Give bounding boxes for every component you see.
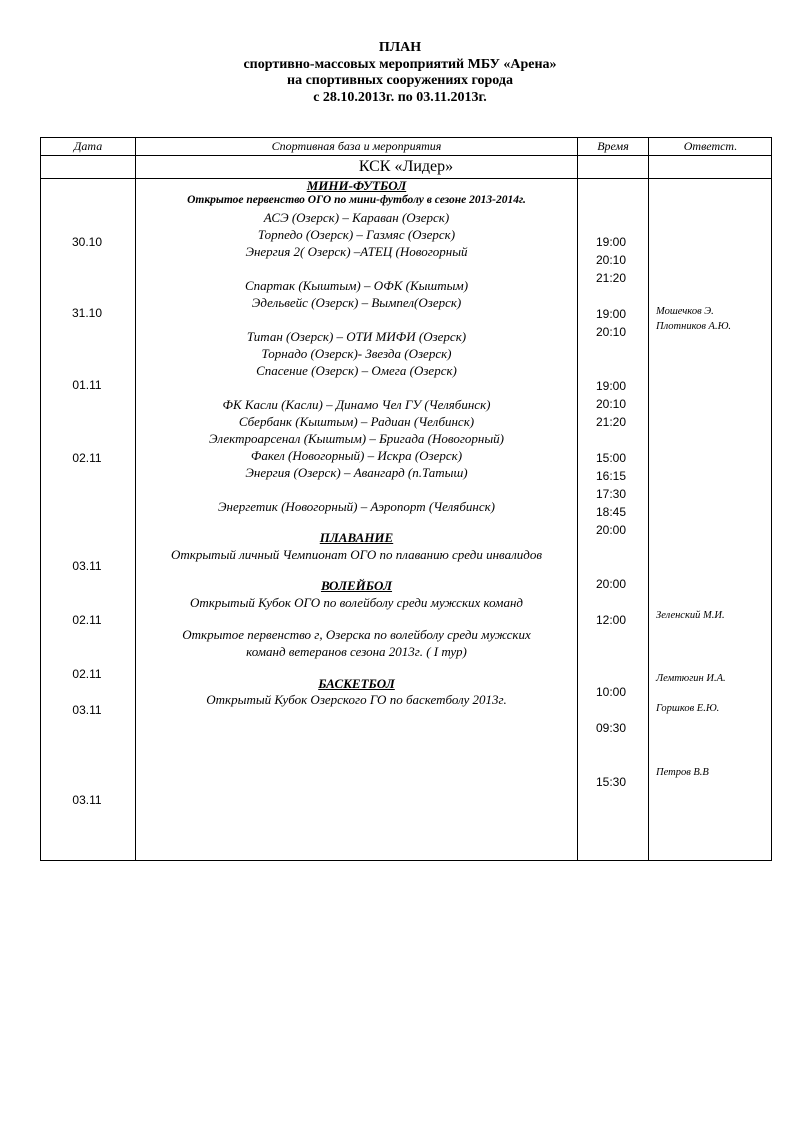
time-cell: 17:30 — [596, 487, 627, 501]
time-cell: 21:20 — [596, 271, 627, 285]
time-cell: 20:00 — [596, 577, 627, 591]
competition-title: Открытое первенство ОГО по мини-футболу в сезоне 2013-2014г. — [187, 194, 526, 206]
column-header-responsible: Ответст. — [683, 139, 738, 153]
subtitle-line: на спортивных сооружениях города — [287, 73, 513, 88]
responsible-person: Лемтюгин И.А. — [656, 673, 726, 684]
match-item: Энергия 2( Озерск) –АТЕЦ (Новогорный — [245, 244, 468, 259]
column-header-event: Спортивная база и мероприятия — [271, 139, 442, 153]
column-divider — [648, 138, 649, 860]
time-cell: 12:00 — [596, 613, 627, 627]
sport-heading: ВОЛЕЙБОЛ — [320, 578, 393, 593]
match-item: ФК Касли (Касли) – Динамо Чел ГУ (Челябинск) — [222, 397, 491, 412]
period-line: с 28.10.2013г. по 03.11.2013г. — [313, 89, 487, 105]
match-item: Факел (Новогорный) – Искра (Озерск) — [250, 448, 463, 463]
venue-title: КСК «Лидер» — [358, 158, 454, 175]
competition-title: Открытый Кубок ОГО по волейболу среди мужских команд — [190, 595, 523, 610]
match-item: Сбербанк (Кыштым) – Радиан (Челбинск) — [238, 414, 475, 429]
time-cell: 15:00 — [596, 451, 627, 465]
competition-title: Открытый Кубок Озерского ГО по баскетболу 2013г. — [206, 692, 507, 707]
time-cell: 10:00 — [596, 685, 627, 699]
column-divider — [577, 138, 578, 860]
match-item: Эдельвейс (Озерск) – Вымпел(Озерск) — [251, 295, 462, 310]
subtitle-line: спортивно-массовых мероприятий МБУ «Арена» — [243, 56, 557, 72]
document-header — [0, 40, 800, 106]
responsible-person: Зеленский М.И. — [656, 610, 725, 621]
column-header-time: Время — [597, 139, 629, 153]
match-item: АСЭ (Озерск) – Караван (Озерск) — [263, 210, 450, 225]
date-cell: 01.11 — [72, 378, 102, 392]
match-item: Спартак (Кыштым) – ОФК (Кыштым) — [244, 278, 469, 293]
date-cell: 02.11 — [72, 667, 102, 681]
date-cell: 31.10 — [71, 306, 103, 320]
competition-title: команд ветеранов сезона 2013г. ( I тур) — [246, 644, 467, 659]
time-cell: 21:20 — [596, 415, 627, 429]
time-cell: 18:45 — [596, 505, 627, 519]
date-cell: 03.11 — [72, 793, 102, 807]
match-item: Электроарсенал (Кыштым) – Бригада (Новогорный) — [208, 431, 505, 446]
competition-title: Открытый личный Чемпионат ОГО по плаванию среди инвалидов — [171, 547, 542, 562]
time-cell: 20:00 — [596, 523, 627, 537]
date-cell: 02.11 — [72, 451, 102, 465]
time-cell: 19:00 — [596, 307, 627, 321]
column-header-date: Дата — [73, 139, 103, 153]
sport-heading: БАСКЕТБОЛ — [318, 676, 395, 691]
responsible-person: Мошечков Э. — [656, 306, 714, 317]
sport-heading: МИНИ-ФУТБОЛ — [306, 178, 407, 193]
date-cell: 03.11 — [72, 703, 102, 717]
responsible-person: Петров В.В — [656, 767, 709, 778]
time-cell: 16:15 — [596, 469, 627, 483]
match-item: Спасение (Озерск) – Омега (Озерск) — [256, 363, 457, 378]
time-cell: 19:00 — [596, 379, 627, 393]
match-item: Энергетик (Новогорный) – Аэропорт (Челябинск) — [217, 499, 496, 514]
date-cell: 30.10 — [71, 235, 103, 249]
match-item: Энергия (Озерск) – Авангард (п.Татыш) — [245, 465, 468, 480]
title-line: ПЛАН — [378, 40, 422, 55]
time-cell: 15:30 — [596, 775, 627, 789]
time-cell: 09:30 — [596, 721, 627, 735]
date-cell: 03.11 — [72, 559, 102, 573]
responsible-person: Горшков Е.Ю. — [656, 703, 720, 714]
match-item: Торпедо (Озерск) – Газмяс (Озерск) — [257, 227, 456, 242]
match-item: Титан (Озерск) – ОТИ МИФИ (Озерск) — [246, 329, 467, 344]
time-cell: 20:10 — [596, 325, 627, 339]
date-cell: 02.11 — [72, 613, 102, 627]
competition-title: Открытое первенство г, Озерска по волейболу среди мужских — [182, 627, 531, 642]
match-item: Торнадо (Озерск)- Звезда (Озерск) — [261, 346, 452, 361]
time-cell: 20:10 — [596, 397, 627, 411]
time-cell: 20:10 — [596, 253, 627, 267]
responsible-person: Плотников А.Ю. — [656, 321, 732, 332]
time-cell: 19:00 — [596, 235, 627, 249]
sport-heading: ПЛАВАНИЕ — [319, 530, 394, 545]
